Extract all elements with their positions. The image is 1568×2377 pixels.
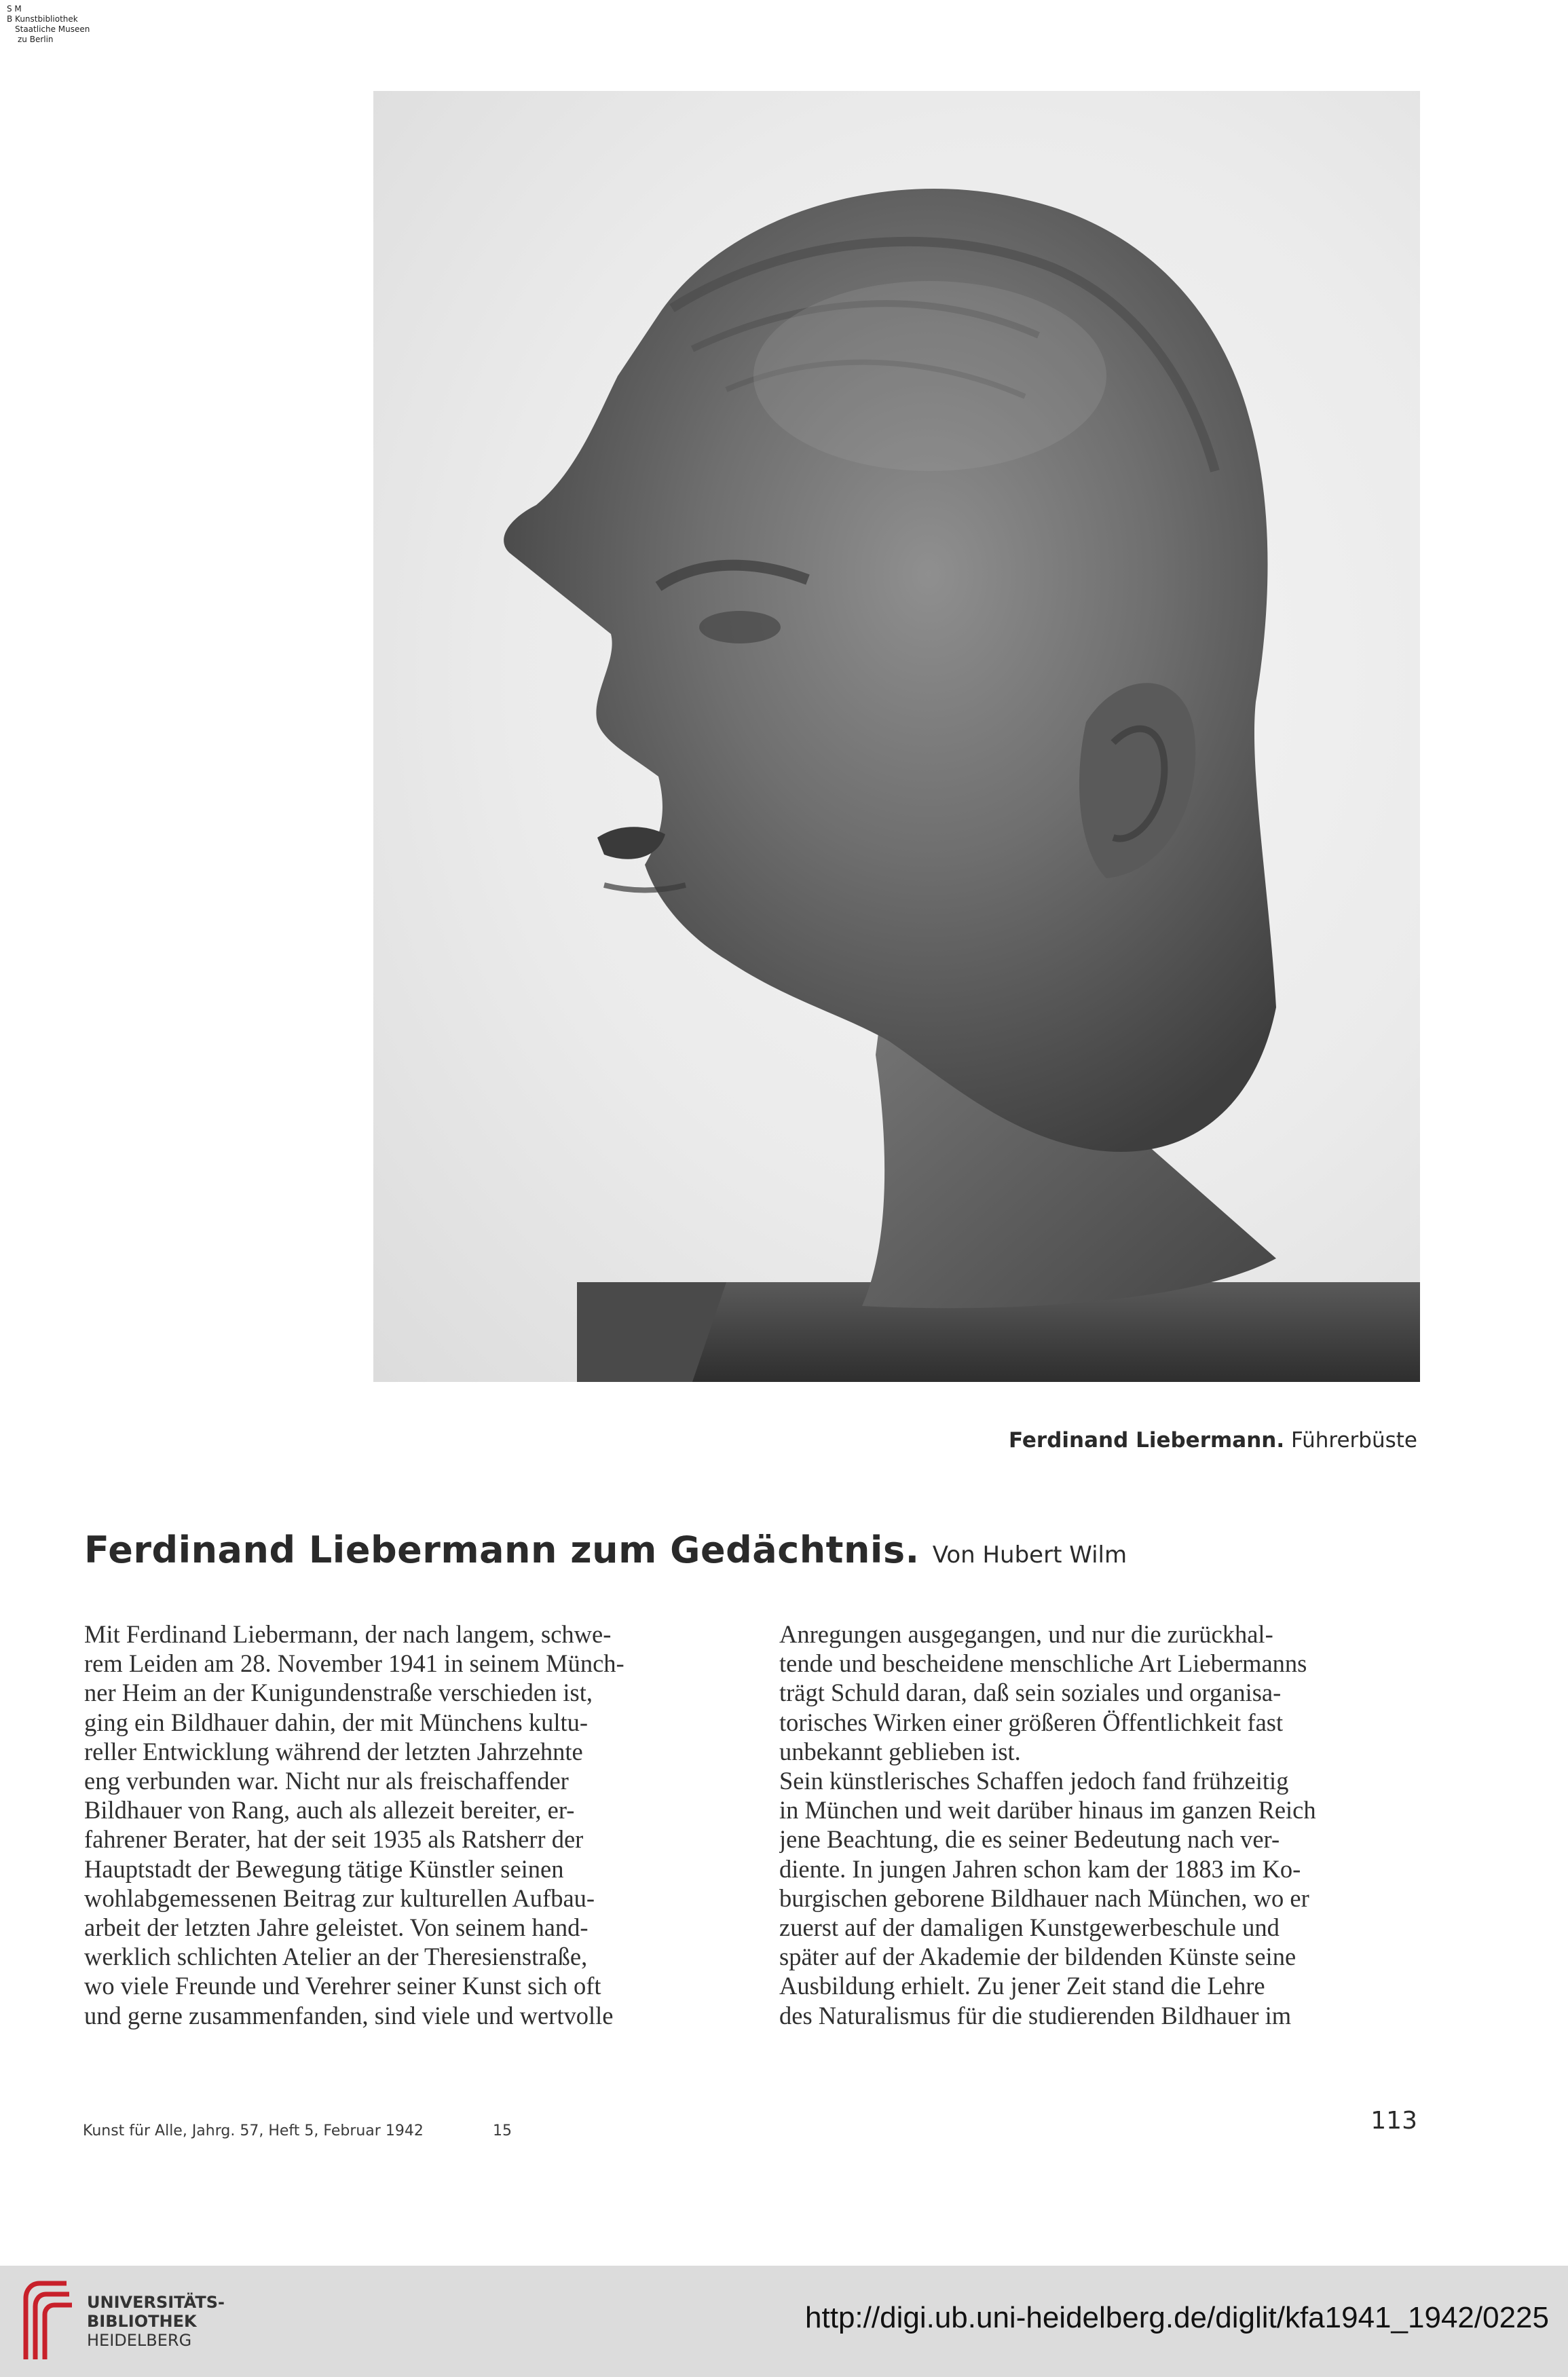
library-name[interactable] xyxy=(87,2293,225,2350)
text-line: burgischen geborene Bildhauer nach München, wo er xyxy=(779,1884,1309,1912)
university-library-logo-icon[interactable] xyxy=(19,2278,77,2365)
journal-reference: Kunst für Alle, Jahrg. 57, Heft 5, Februar 1942 xyxy=(83,2122,424,2139)
text-line: tende und bescheidene menschliche Art Liebermanns xyxy=(779,1649,1307,1678)
library-name-line: BIBLIOTHEK xyxy=(87,2312,197,2331)
text-line: unbekannt geblieben ist. xyxy=(779,1737,1021,1765)
text-line: Hauptstadt der Bewegung tätige Künstler seinen xyxy=(84,1854,564,1883)
library-name-line: HEIDELBERG xyxy=(87,2331,192,2350)
text-line: diente. In jungen Jahren schon kam der 1883 im Ko- xyxy=(779,1854,1301,1883)
permalink-url[interactable]: http://digi.ub.uni-heidelberg.de/diglit/kfa1941_1942/0225 xyxy=(805,2301,1549,2334)
caption-artist: Ferdinand Liebermann. xyxy=(1008,1428,1285,1453)
stamp-line: B Kunstbibliothek xyxy=(7,14,78,24)
library-name-line: UNIVERSITÄTS- xyxy=(87,2293,225,2312)
text-line: rem Leiden am 28. November 1941 in seinem Münch- xyxy=(84,1649,624,1678)
text-line: später auf der Akademie der bildenden Künste seine xyxy=(779,1943,1296,1971)
text-line: Sein künstlerisches Schaffen jedoch fand frühzeitig xyxy=(779,1767,1289,1795)
text-line: ner Heim an der Kunigundenstraße verschieden ist, xyxy=(84,1679,593,1707)
text-line: zuerst auf der damaligen Kunstgewerbeschule und xyxy=(779,1913,1280,1942)
article-title: Ferdinand Liebermann zum Gedächtnis. xyxy=(84,1529,920,1571)
text-line: Anregungen ausgegangen, und nur die zurückhal- xyxy=(779,1620,1273,1648)
text-line: arbeit der letzten Jahre geleistet. Von seinem hand- xyxy=(84,1913,589,1942)
text-line: ging ein Bildhauer dahin, der mit Münchens kultu- xyxy=(84,1708,589,1736)
caption-work: Führerbüste xyxy=(1290,1428,1417,1453)
text-line: eng verbunden war. Nicht nur als freischaffender xyxy=(84,1767,569,1795)
text-line: und gerne zusammenfanden, sind viele und wertvolle xyxy=(84,2001,614,2029)
sheet-signature: 15 xyxy=(493,2122,512,2139)
text-line: reller Entwicklung während der letzten Jahrzehnte xyxy=(84,1737,583,1765)
bust-photograph xyxy=(373,91,1420,1382)
text-line: Bildhauer von Rang, auch als allezeit bereiter, er- xyxy=(84,1796,575,1824)
text-line: wohlabgemessenen Beitrag zur kulturellen Aufbau- xyxy=(84,1884,595,1912)
stamp-line: S M xyxy=(7,4,22,14)
library-bar xyxy=(0,2266,1568,2377)
stamp-line: Staatliche Museen xyxy=(15,24,90,34)
text-line: fahrener Berater, hat der seit 1935 als Ratsherr der xyxy=(84,1825,584,1854)
text-line: werklich schlichten Atelier an der Theresienstraße, xyxy=(84,1943,588,1971)
article-heading xyxy=(84,1529,1127,1571)
text-column-left xyxy=(84,1620,736,2030)
text-line: torisches Wirken einer größeren Öffentlichkeit fast xyxy=(779,1708,1284,1736)
text-line: Ausbildung erhielt. Zu jener Zeit stand die Lehre xyxy=(779,1972,1265,2000)
photo-caption xyxy=(1009,1428,1417,1453)
text-line: des Naturalismus für die studierenden Bildhauer im xyxy=(779,2001,1292,2029)
text-line: in München und weit darüber hinaus im ganzen Reich xyxy=(779,1796,1316,1824)
text-line: trägt Schuld daran, daß sein soziales und organisa- xyxy=(779,1679,1282,1707)
text-line: jene Beachtung, die es seiner Bedeutung nach ver- xyxy=(779,1825,1280,1854)
library-stamp xyxy=(7,4,90,45)
text-line: Mit Ferdinand Liebermann, der nach langem, schwe- xyxy=(84,1620,612,1648)
text-line: wo viele Freunde und Verehrer seiner Kunst sich oft xyxy=(84,1972,601,2000)
article-author: Von Hubert Wilm xyxy=(932,1541,1127,1569)
stamp-line: zu Berlin xyxy=(18,35,54,44)
text-column-right xyxy=(779,1620,1420,2030)
bust-image xyxy=(373,91,1420,1382)
page-number: 113 xyxy=(1370,2107,1417,2135)
